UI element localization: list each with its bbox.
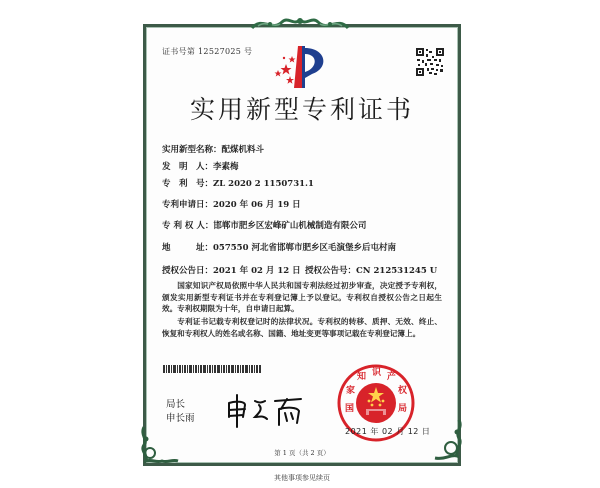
director-name: 申长雨 <box>166 413 195 424</box>
field-label: 专利申请日： <box>162 200 214 210</box>
svg-text:产: 产 <box>387 372 397 382</box>
svg-text:家: 家 <box>346 386 356 396</box>
field-value: CN 212531245 U <box>356 266 438 276</box>
certificate-number-label: 证书号第 <box>162 47 196 56</box>
certificate-title: 实用新型专利证书 <box>189 95 414 124</box>
seal-date: 2021 年 02 月 12 日 <box>345 427 431 436</box>
field-label: 地 址： <box>162 243 214 253</box>
qr-code-icon[interactable] <box>416 48 444 76</box>
field-patentee <box>162 219 366 231</box>
field-value: 邯郸市肥乡区宏峰矿山机械制造有限公司 <box>213 221 367 231</box>
svg-text:局: 局 <box>398 404 408 414</box>
top-ornament-icon <box>248 12 352 34</box>
svg-text:识: 识 <box>372 368 382 378</box>
svg-text:国: 国 <box>345 404 355 414</box>
page-indicator: 第 1 页（共 2 页） <box>274 449 330 457</box>
director-title: 局长 <box>166 399 186 410</box>
field-value: 配煤机料斗 <box>221 145 265 155</box>
field-label: 授权公告号： <box>305 266 357 276</box>
corner-ornament-icon <box>138 425 180 465</box>
legal-status-paragraph: 专利证书记载专利权登记时的法律状况。专利权的转移、质押、无效、终止、恢复和专利权人的姓名或名称、国籍、地址变更等事项记载在专利登记簿上。 <box>162 317 442 338</box>
field-label: 专 利 号： <box>162 179 214 189</box>
field-application-date <box>162 198 301 210</box>
grant-statement-paragraph: 国家知识产权局依照中华人民共和国专利法经过初步审查，决定授予专利权，颁发实用新型专利证书并在专利登记簿上予以登记。专利权自授权公告之日起生效。专利权期限为十年，自申请日起算。 <box>162 281 442 313</box>
field-utility-model-name <box>162 143 264 155</box>
field-label: 授权公告日： <box>162 266 214 276</box>
field-value: 2020 年 06 月 19 日 <box>213 200 301 210</box>
director-block <box>166 398 195 426</box>
certificate-number-suffix: 号 <box>244 47 253 56</box>
field-inventor <box>162 160 239 172</box>
signature-icon <box>225 393 305 429</box>
field-value: 李素梅 <box>213 162 239 172</box>
field-address <box>162 241 396 253</box>
field-patent-number <box>162 177 314 189</box>
field-announcement-number <box>305 264 437 276</box>
field-label: 专 利 权 人： <box>162 221 214 231</box>
field-value: 2021 年 02 月 12 日 <box>213 266 301 276</box>
field-label: 发 明 人： <box>162 162 214 172</box>
field-grant-date <box>162 264 301 276</box>
svg-text:权: 权 <box>398 386 408 396</box>
svg-text:知: 知 <box>357 372 367 382</box>
field-value: ZL 2020 2 1150731.1 <box>213 179 314 189</box>
field-label: 实用新型名称： <box>162 145 222 155</box>
field-value: 057550 河北省邯郸市肥乡区毛演堡乡后屯村南 <box>213 243 396 253</box>
certificate-number <box>162 46 252 57</box>
certificate-number-value: 12527025 <box>198 47 242 56</box>
footer-note: 其他事项参见续页 <box>274 474 330 482</box>
cnipa-logo-icon <box>268 42 330 90</box>
barcode-icon <box>163 365 261 373</box>
